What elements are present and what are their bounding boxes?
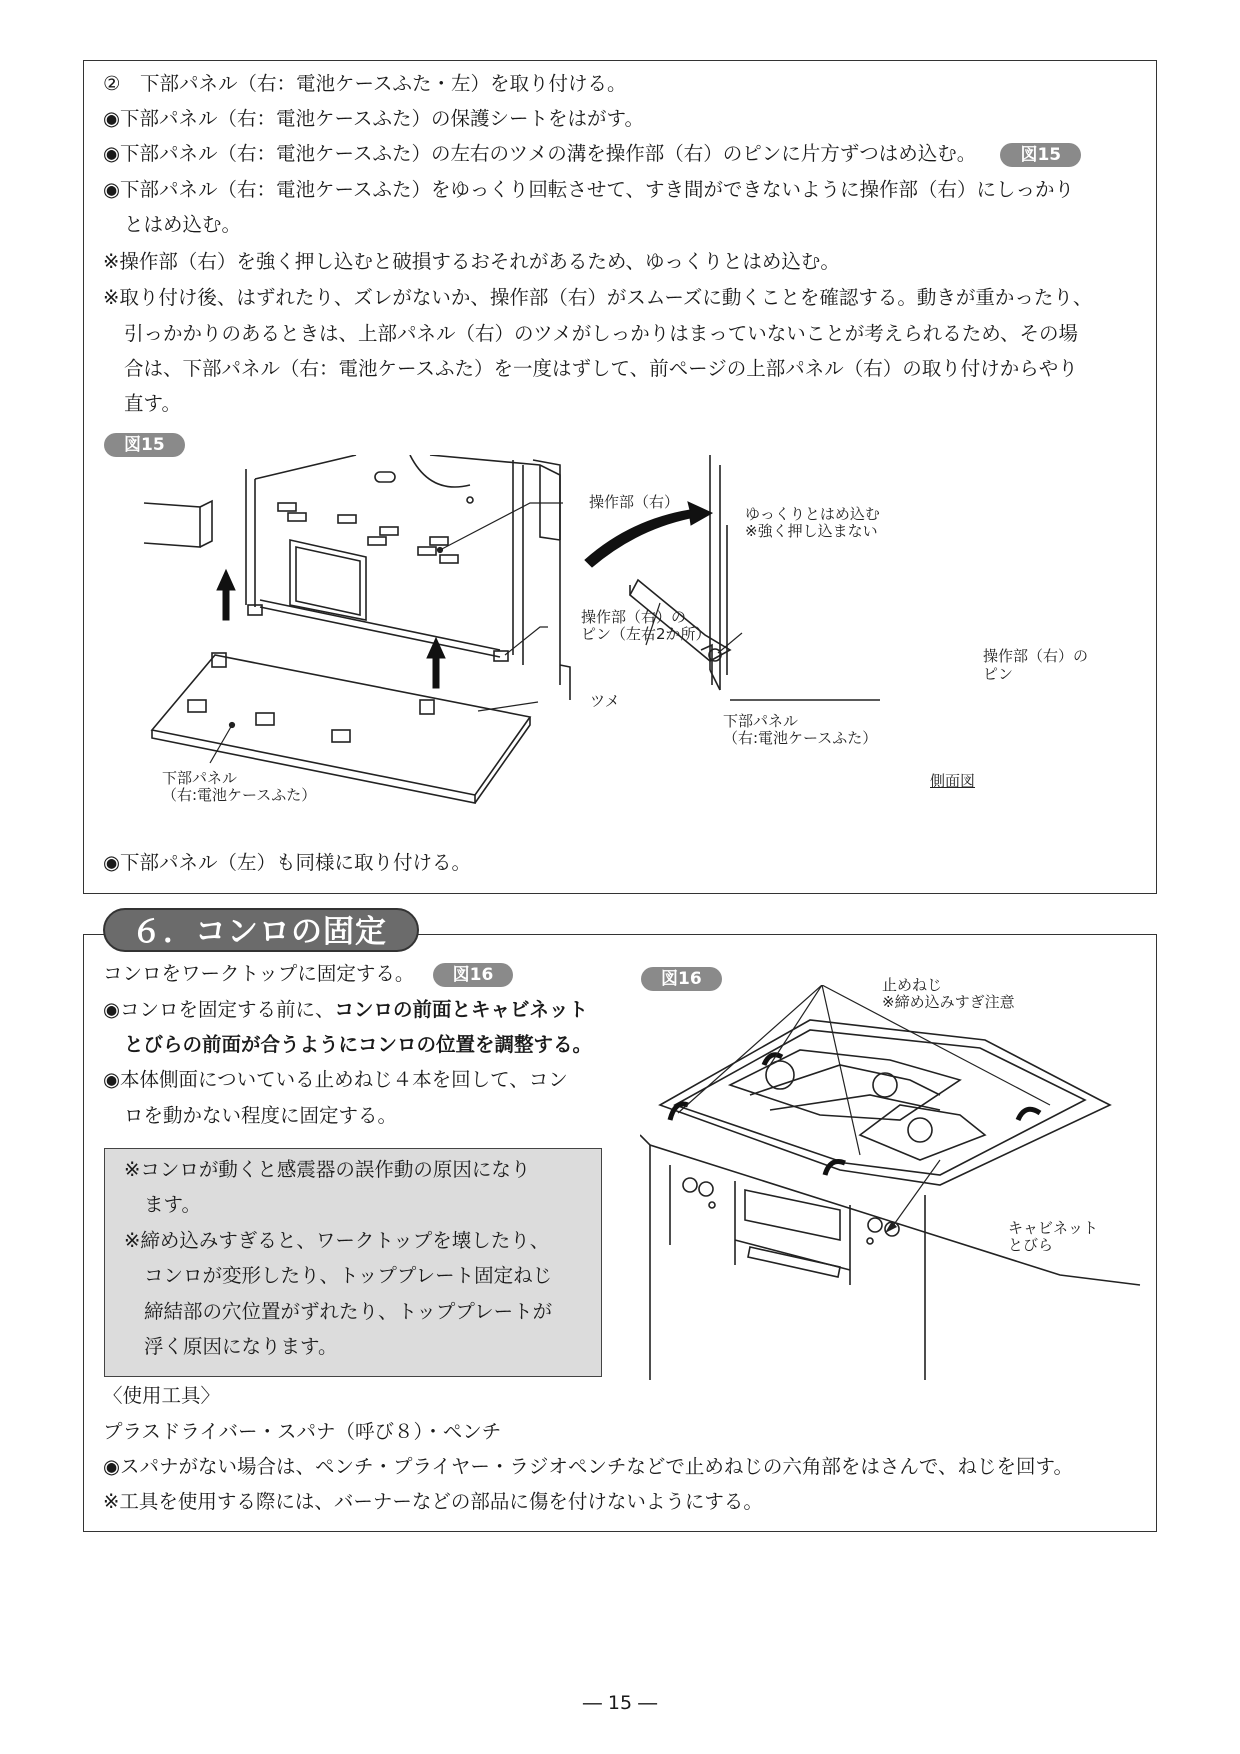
label-slow-l1: ゆっくりとはめ込む <box>745 505 880 523</box>
intro-text: コンロをワークトップに固定する。 <box>103 962 415 985</box>
label-slow-l2: ※強く押し込まない <box>745 522 878 540</box>
label-side-panel-l2: （右:電池ケースふた） <box>723 729 878 747</box>
label-side-panel-l1: 下部パネル <box>723 712 799 730</box>
label-pin-l1: 操作部（右）の <box>581 608 687 626</box>
caution-2-l2: コンロが変形したり、トッププレート固定ねじ <box>144 1264 553 1287</box>
label-cabinet-l1: キャビネット <box>1008 1219 1099 1237</box>
bullet-align-bold-1: コンロの前面とキャビネット <box>334 998 589 1021</box>
bullet-fit-tabs-text: ◉下部パネル（右：電池ケースふた）の左右のツメの溝を操作部（右）のピンに片方ずつはめ込む。 <box>103 142 977 165</box>
figure-16-ref-badge: 図16 <box>433 963 514 987</box>
note-break-warning: ※操作部（右）を強く押し込むと破損するおそれがあるため、ゆっくりとはめ込む。 <box>103 250 840 273</box>
note-no-damage: ※工具を使用する際には、バーナーなどの部品に傷を付けないようにする。 <box>103 1490 763 1513</box>
figure-16-badge: 図16 <box>641 967 722 991</box>
label-lower-panel-l2: （右:電池ケースふた） <box>162 786 317 804</box>
bullet-align-l1 <box>103 998 588 1022</box>
figure-ref-badge: 図15 <box>1000 143 1081 167</box>
caution-1-l1: ※コンロが動くと感震器の誤作動の原因になり <box>124 1158 531 1181</box>
note-check-l2: 引っかかりのあるときは、上部パネル（右）のツメがしっかりはまっていないことが考えられるため、その場 <box>124 322 1078 345</box>
tools-list: プラスドライバー・スパナ（呼び８）・ペンチ <box>103 1420 502 1443</box>
bullet-screws-l1: ◉本体側面についている止めねじ４本を回して、コン <box>103 1068 568 1091</box>
bullet-rotate-l1: ◉下部パネル（右：電池ケースふた）をゆっくり回転させて、すき間ができないように操作部（右）にしっかり <box>103 178 1074 201</box>
label-tsume: ツメ <box>590 692 620 710</box>
note-check-l1: ※取り付け後、はずれたり、ズレがないか、操作部（右）がスムーズに動くことを確認する。動きが重かったり、 <box>103 286 1093 309</box>
bullet-align-pre: ◉コンロを固定する前に、 <box>103 998 335 1021</box>
figure-15-badge: 図15 <box>104 433 185 457</box>
caution-2-l3: 締結部の穴位置がずれたり、トッププレートが <box>144 1300 553 1323</box>
label-pin-l2: ピン（左右2か所） <box>581 625 711 643</box>
section-6-heading: ６．コンロの固定 <box>103 908 419 952</box>
figure-16-illustration <box>640 985 1145 1385</box>
label-screw-l2: ※締め込みすぎ注意 <box>882 993 1015 1011</box>
bullet-rotate-l2: とはめ込む。 <box>124 213 242 236</box>
note-check-l3: 合は、下部パネル（右：電池ケースふた）を一度はずして、前ページの上部パネル（右）の取り付けからやり <box>124 357 1078 380</box>
label-side-view: 側面図 <box>930 772 976 790</box>
label-op-right: 操作部（右） <box>589 493 680 511</box>
bullet-align-l2: とびらの前面が合うようにコンロの位置を調整する。 <box>124 1033 593 1056</box>
bullet-fit-tabs <box>103 142 1081 167</box>
page-number: ― 15 ― <box>582 1692 658 1714</box>
caution-2-l1: ※締め込みすぎると、ワークトップを壊したり、 <box>124 1229 550 1252</box>
label-lower-panel-l1: 下部パネル <box>162 769 238 787</box>
label-screw-l1: 止めねじ <box>882 976 943 994</box>
tools-heading: 〈使用工具〉 <box>103 1384 221 1407</box>
label-side-pin-l2: ピン <box>983 665 1014 683</box>
caution-1-l2: ます。 <box>144 1193 201 1216</box>
intro-line <box>103 962 513 987</box>
step-2-heading: ② 下部パネル（右：電池ケースふた・左）を取り付ける。 <box>103 72 627 95</box>
bullet-remove-sheet: ◉下部パネル（右：電池ケースふた）の保護シートをはがす。 <box>103 107 644 130</box>
note-check-l4: 直す。 <box>124 392 181 415</box>
caution-2-l4: 浮く原因になります。 <box>144 1335 338 1358</box>
bullet-left-panel: ◉下部パネル（左）も同様に取り付ける。 <box>103 851 472 874</box>
bullet-screws-l2: ロを動かない程度に固定する。 <box>124 1104 398 1127</box>
label-side-pin-l1: 操作部（右）の <box>983 647 1089 665</box>
label-cabinet-l2: とびら <box>1008 1236 1054 1254</box>
bullet-no-spanner: ◉スパナがない場合は、ペンチ・プライヤー・ラジオペンチなどで止めねじの六角部をはさんで、ねじを回す。 <box>103 1455 1073 1478</box>
